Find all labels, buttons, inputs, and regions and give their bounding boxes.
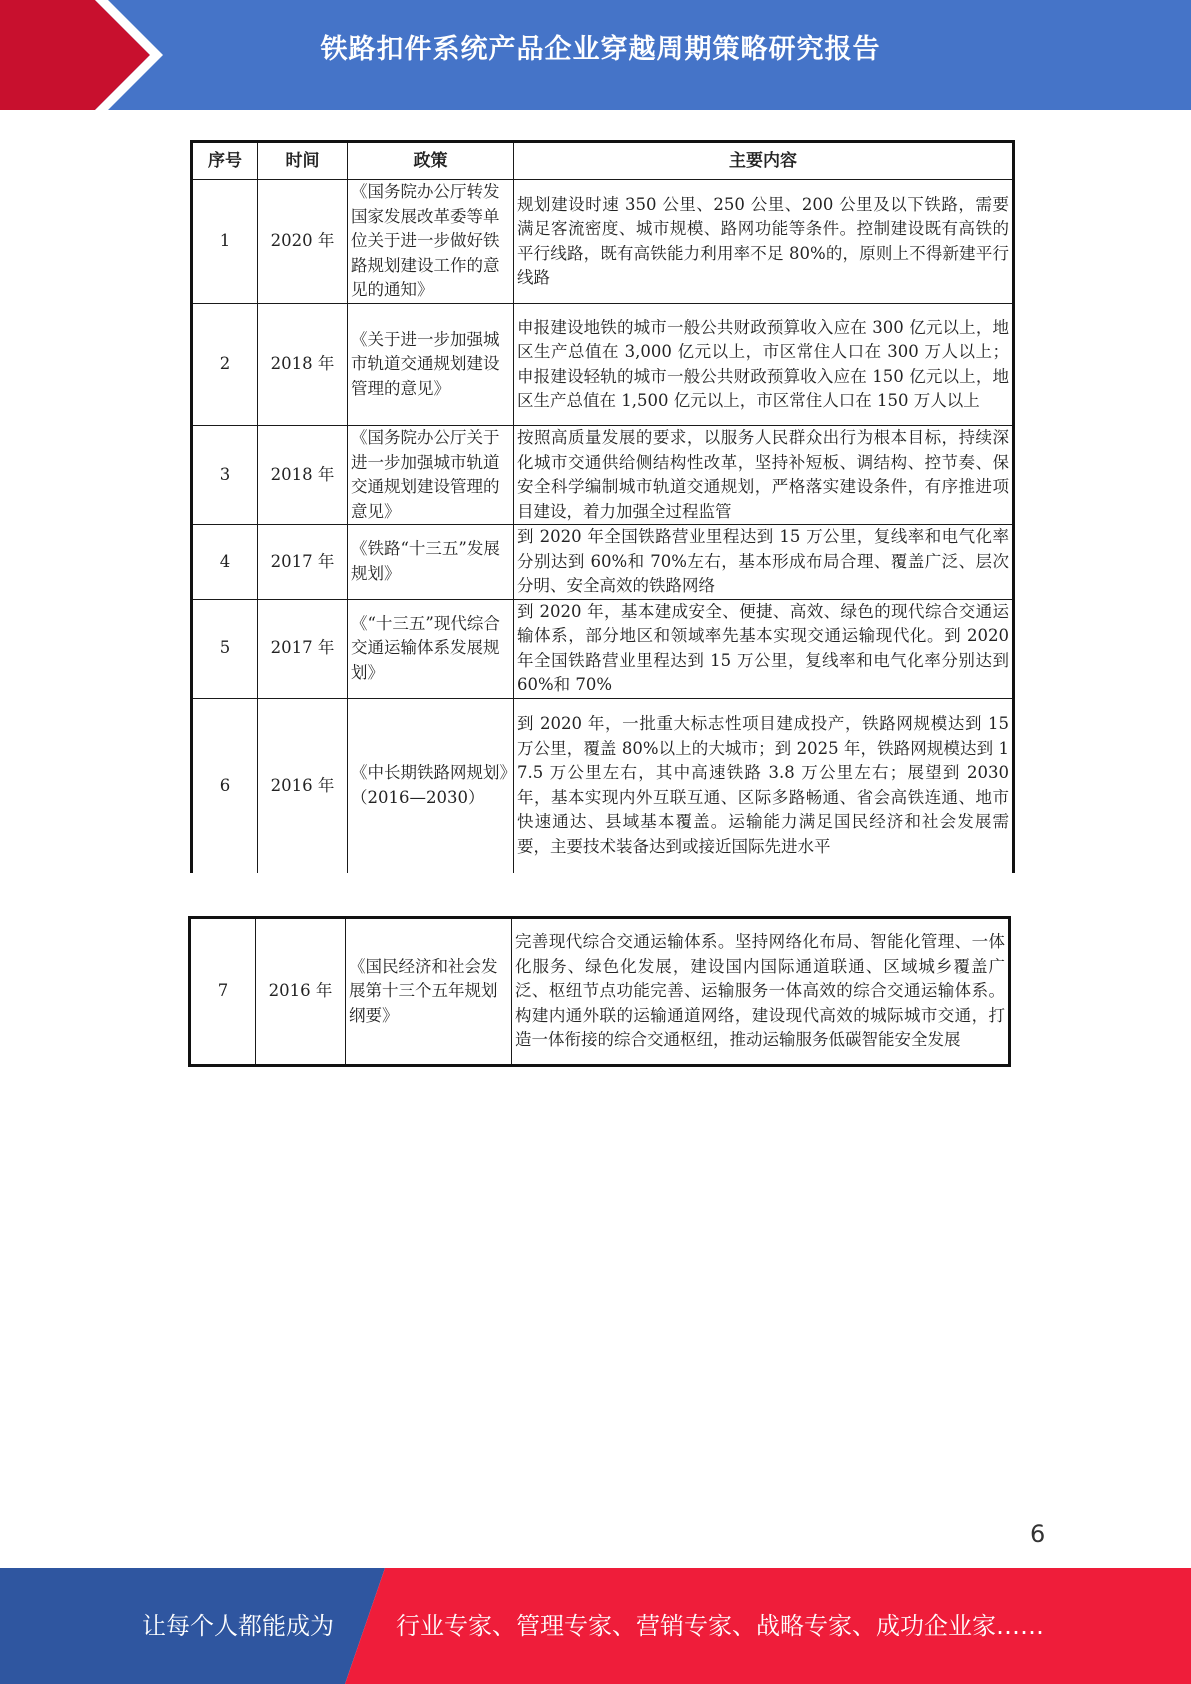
row-policy: 《国务院办公厅转发国家发展改革委等单位关于进一步做好铁路规划建设工作的意见的通知》: [348, 180, 514, 304]
table-header-row: [192, 142, 1014, 180]
row-content: 到 2020 年全国铁路营业里程达到 15 万公里，复线率和电气化率分别达到 60%和 70%左右，基本形成布局合理、覆盖广泛、层次分明、安全高效的铁路网络: [514, 525, 1014, 600]
header-policy: 政策: [348, 142, 514, 180]
row-policy: 《国务院办公厅关于进一步加强城市轨道交通规划建设管理的意见》: [348, 426, 514, 525]
row-no: 3: [192, 426, 258, 525]
table-row: [192, 698, 1014, 873]
row-no: 2: [192, 304, 258, 426]
row-no: 1: [192, 180, 258, 304]
row-policy: 《铁路“十三五”发展规划》: [348, 525, 514, 600]
policy-table-continued: [188, 916, 1011, 1067]
row-year: 2016 年: [258, 698, 348, 873]
header-no: 序号: [192, 142, 258, 180]
page-number: 6: [1030, 1520, 1046, 1548]
policy-table: [190, 140, 1015, 873]
row-year: 2017 年: [258, 599, 348, 698]
row-year: 2016 年: [256, 918, 346, 1066]
row-content: 完善现代综合交通运输体系。坚持网络化布局、智能化管理、一体化服务、绿色化发展，建设国内国际通道联通、区域城乡覆盖广泛、枢纽节点功能完善、运输服务一体高效的综合交通运输体系。构建内通外联的运输通道网络，建设现代高效的城际城市交通，打造一体衔接的综合交通枢纽，推动运输服务低碳智能安全发展: [512, 918, 1010, 1066]
row-no: 6: [192, 698, 258, 873]
footer-slogan-left: 让每个人都能成为: [142, 1612, 334, 1640]
row-content: 规划建设时速 350 公里、250 公里、200 公里及以下铁路，需要满足客流密度、城市规模、路网功能等条件。控制建设既有高铁的平行线路，既有高铁能力利用率不足 80%的，原则上不得新建平行线路: [514, 180, 1014, 304]
row-content: 到 2020 年，基本建成安全、便捷、高效、绿色的现代综合交通运输体系，部分地区和领域率先基本实现交通运输现代化。到 2020 年全国铁路营业里程达到 15 万公里，复线率和电气化率分别达到 60%和 70%: [514, 599, 1014, 698]
table-row: [190, 918, 1010, 1066]
row-year: 2020 年: [258, 180, 348, 304]
page-header: [0, 0, 1191, 110]
row-policy: 《关于进一步加强城市轨道交通规划建设管理的意见》: [348, 304, 514, 426]
row-content: 申报建设地铁的城市一般公共财政预算收入应在 300 亿元以上，地区生产总值在 3,000 亿元以上，市区常住人口在 300 万人以上；申报建设轻轨的城市一般公共财政预算收入应在 150 亿元以上，地区生产总值在 1,500 亿元以上，市区常住人口在 150 万人以上: [514, 304, 1014, 426]
row-year: 2018 年: [258, 304, 348, 426]
row-no: 4: [192, 525, 258, 600]
row-year: 2017 年: [258, 525, 348, 600]
table-row: [192, 304, 1014, 426]
header-year: 时间: [258, 142, 348, 180]
row-no: 7: [190, 918, 256, 1066]
table-row: [192, 599, 1014, 698]
row-content: 按照高质量发展的要求，以服务人民群众出行为根本目标，持续深化城市交通供给侧结构性改革，坚持补短板、调结构、控节奏、保安全科学编制城市轨道交通规划，严格落实建设条件，有序推进项目建设，着力加强全过程监管: [514, 426, 1014, 525]
page-footer: [0, 1568, 1191, 1684]
row-policy: 《中长期铁路网规划》（2016—2030）: [348, 698, 514, 873]
header-content: 主要内容: [514, 142, 1014, 180]
report-title: 铁路扣件系统产品企业穿越周期策略研究报告: [320, 34, 881, 65]
row-no: 5: [192, 599, 258, 698]
footer-slogan-right: 行业专家、管理专家、营销专家、战略专家、成功企业家……: [396, 1612, 1044, 1640]
row-policy: 《“十三五”现代综合交通运输体系发展规划》: [348, 599, 514, 698]
table-row: [192, 525, 1014, 600]
row-content: 到 2020 年，一批重大标志性项目建成投产，铁路网规模达到 15 万公里，覆盖 80%以上的大城市；到 2025 年，铁路网规模达到 17.5 万公里左右，其中高速铁路 3.8 万公里左右；展望到 2030 年，基本实现内外互联互通、区际多路畅通、省会高铁连通、地市快速通达、县域基本覆盖。运输能力满足国民经济和社会发展需要，主要技术装备达到或接近国际先进水平: [514, 698, 1014, 873]
row-policy: 《国民经济和社会发展第十三个五年规划纲要》: [346, 918, 512, 1066]
table-row: [192, 180, 1014, 304]
row-year: 2018 年: [258, 426, 348, 525]
table-row: [192, 426, 1014, 525]
